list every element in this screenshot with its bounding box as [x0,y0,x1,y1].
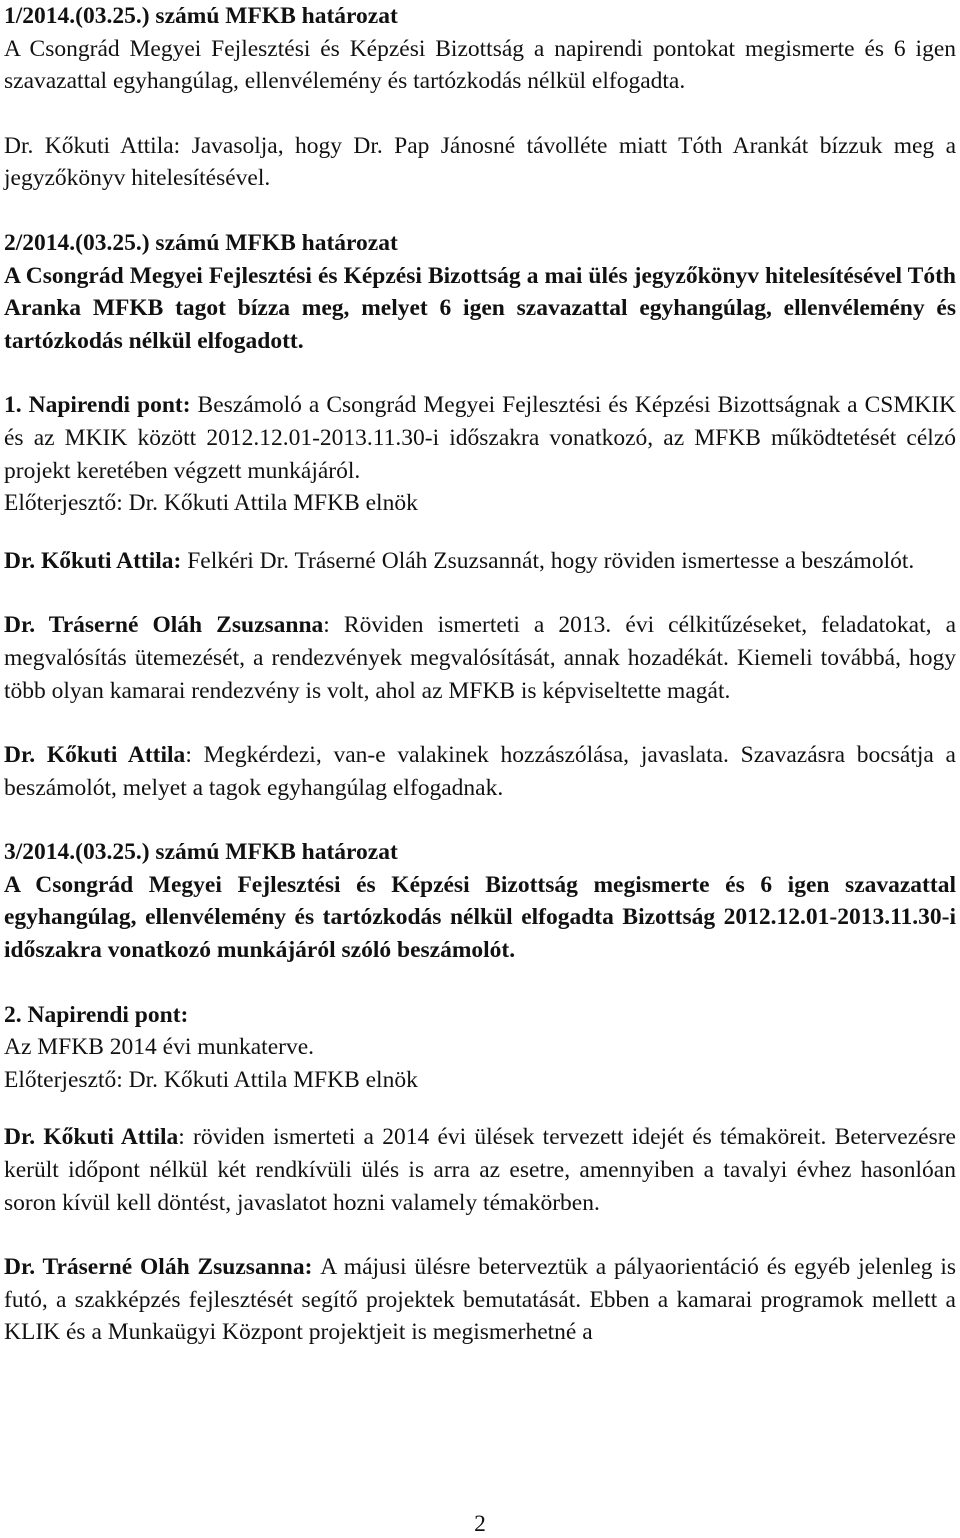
agenda-1-presenter: Előterjesztő: Dr. Kőkuti Attila MFKB elnök [4,490,418,517]
resolution-3-text: A Csongrád Megyei Fejlesztési és Képzési Bizottság megismerte és 6 igen szavazattal egyhangúlag, ellenvélemény és tartózkodás nélkül elfogadta Bizottság 2012.12.01-2013.11.30-i időszakra vonatkozó munkájáról szóló beszámolót. [4,871,956,964]
speaker-label: Dr. Kőkuti Attila [4,1124,179,1151]
speaker-label: Dr. Tráserné Oláh Zsuzsanna [4,612,324,639]
speaker-text: Felkéri Dr. Tráserné Oláh Zsuzsannát, hogy röviden ismertesse a beszámolót. [187,547,915,574]
agenda-item-2-label: 2. Napirendi pont: [4,1001,189,1028]
resolution-3-title: 3/2014.(03.25.) számú MFKB határozat [4,839,398,866]
resolution-1-text: A Csongrád Megyei Fejlesztési és Képzési Bizottság a napirendi pontokat megismerte és 6 igen szavazattal egyhangúlag, ellenvélemény és tartózkodás nélkül elfogadta. [4,35,956,95]
agenda-2-presenter: Előterjesztő: Dr. Kőkuti Attila MFKB elnök [4,1066,418,1093]
speaker-text: A májusi ülésre beterveztük a pályaorientáció és egyéb jelenleg is futó, a szakképzés fejlesztését segítő projektek bemutatását. Ebben a kamarai programok mellett a KLIK és a Munkaügyi Központ projektjeit is megismerhetné a [4,1254,956,1346]
speaker-paragraph [4,1251,956,1349]
speaker-paragraph [4,609,956,707]
document-page [4,0,956,1349]
agenda-item-2-text: Az MFKB 2014 évi munkaterve. [4,1034,315,1061]
speaker-paragraph [4,545,956,578]
resolution-1-title: 1/2014.(03.25.) számú MFKB határozat [4,3,398,29]
speaker-text: : Röviden ismerteti a 2013. évi célkitűzéseket, feladatokat, a megvalósítás ütemezését, a rendezvények megvalósítását, annak hozadékát. Kiemeli továbbá, hogy több olyan kamarai rendezvény is volt, ahol az MFKB is képviseltette magát. [4,612,956,704]
speaker-label: Dr. Kőkuti Attila: [4,547,188,574]
agenda-text: Beszámoló a Csongrád Megyei Fejlesztési és Képzési Bizottságnak a CSMKIK és az MKIK között 2012.12.01-2013.11.30-i időszakra vonatkozó, az MFKB működtetését célzó projekt keretében végzett munkájáról. [4,392,956,484]
agenda-item-1 [4,389,956,487]
speaker-paragraph [4,739,956,804]
resolution-2-text: A Csongrád Megyei Fejlesztési és Képzési Bizottság a mai ülés jegyzőkönyv hitelesítésével Tóth Aranka MFKB tagot bízza meg, melyet 6 igen szavazattal egyhangúlag, ellenvélemény és tartózkodás nélkül elfogadott. [4,262,956,354]
speaker-paragraph [4,1121,956,1219]
speaker-text: Javasolja, hogy Dr. Pap Jánosné távolléte miatt Tóth Arankát bízzuk meg a jegyzőkönyv hitelesítésével. [4,132,956,192]
speaker-label: Dr. Tráserné Oláh Zsuzsanna: [4,1254,321,1281]
speaker-text: : röviden ismerteti a 2014 évi ülések tervezett idejét és témaköreit. Betervezésre került időpont nélkül két rendkívüli ülés is arra az esetre, amennyiben a tavalyi évhez hasonlóan soron kívül kell döntést, javaslatot hozni valamely témakörben. [4,1124,956,1216]
speaker-text: : Megkérdezi, van-e valakinek hozzászólása, javaslata. Szavazásra bocsátja a beszámolót, melyet a tagok egyhangúlag elfogadnak. [4,742,956,801]
resolution-2-title: 2/2014.(03.25.) számú MFKB határozat [4,229,398,256]
speaker-label: Dr. Kőkuti Attila [4,742,186,769]
speaker-paragraph [4,130,956,195]
agenda-label: 1. Napirendi pont: [4,392,198,419]
page-number: 2 [474,1511,486,1537]
speaker-label: Dr. Kőkuti Attila: [4,132,192,159]
